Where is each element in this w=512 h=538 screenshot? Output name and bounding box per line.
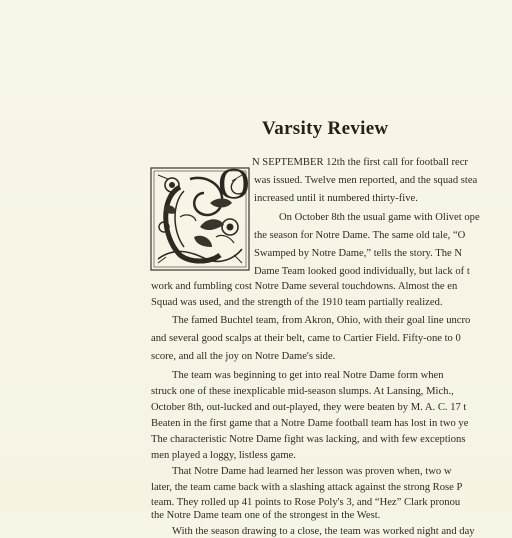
paragraph-line: the season for Notre Dame. The same old tale, “O bbox=[254, 230, 466, 241]
paragraph-line: The famed Buchtel team, from Akron, Ohio, with their goal line uncro bbox=[172, 315, 471, 326]
paragraph-line: On October 8th the usual game with Olivet ope bbox=[279, 212, 480, 223]
paragraph-line: was issued. Twelve men reported, and the squad stea bbox=[254, 175, 478, 186]
paragraph-line: Beaten in the first game that a Notre Dame football team has lost in two ye bbox=[151, 418, 469, 429]
drop-cap: O bbox=[218, 159, 250, 208]
paragraph-line: later, the team came back with a slashing attack against the strong Rose P bbox=[151, 482, 463, 493]
paragraph-line: score, and all the joy on Notre Dame's side. bbox=[151, 351, 336, 362]
paragraph-line: team. They rolled up 41 points to Rose Poly's 3, and “Hez” Clark pronou bbox=[151, 497, 461, 508]
paragraph-line: That Notre Dame had learned her lesson was proven when, two w bbox=[172, 466, 452, 477]
paragraph-line: With the season drawing to a close, the team was worked night and day bbox=[172, 526, 475, 537]
paragraph-line: Dame Team looked good individually, but lack of t bbox=[254, 266, 470, 277]
paragraph-line: men played a loggy, listless game. bbox=[151, 450, 296, 461]
paragraph-line: The team was beginning to get into real Notre Dame form when bbox=[172, 370, 444, 381]
page-title: Varsity Review bbox=[262, 118, 389, 139]
paragraph-line: Squad was used, and the strength of the 1910 team partially realized. bbox=[151, 297, 443, 308]
paragraph-line: the Notre Dame team one of the strongest in the West. bbox=[151, 510, 381, 521]
paragraph-line: Swamped by Notre Dame,” tells the story. The N bbox=[254, 248, 463, 259]
paragraph-line: increased until it numbered thirty-five. bbox=[254, 193, 418, 204]
paragraph-line: N SEPTEMBER 12th the first call for football recr bbox=[252, 157, 468, 168]
paragraph-line: and several good scalps at their belt, came to Cartier Field. Fifty-one to 0 bbox=[151, 333, 461, 344]
paragraph-line: The characteristic Notre Dame fight was lacking, and with few exceptions bbox=[151, 434, 466, 445]
paragraph-line: work and fumbling cost Notre Dame several touchdowns. Almost the en bbox=[151, 281, 458, 292]
paragraph-line: struck one of these inexplicable mid-season slumps. At Lansing, Mich., bbox=[151, 386, 454, 397]
paragraph-line: October 8th, out-lucked and out-played, they were beaten by M. A. C. 17 t bbox=[151, 402, 467, 413]
